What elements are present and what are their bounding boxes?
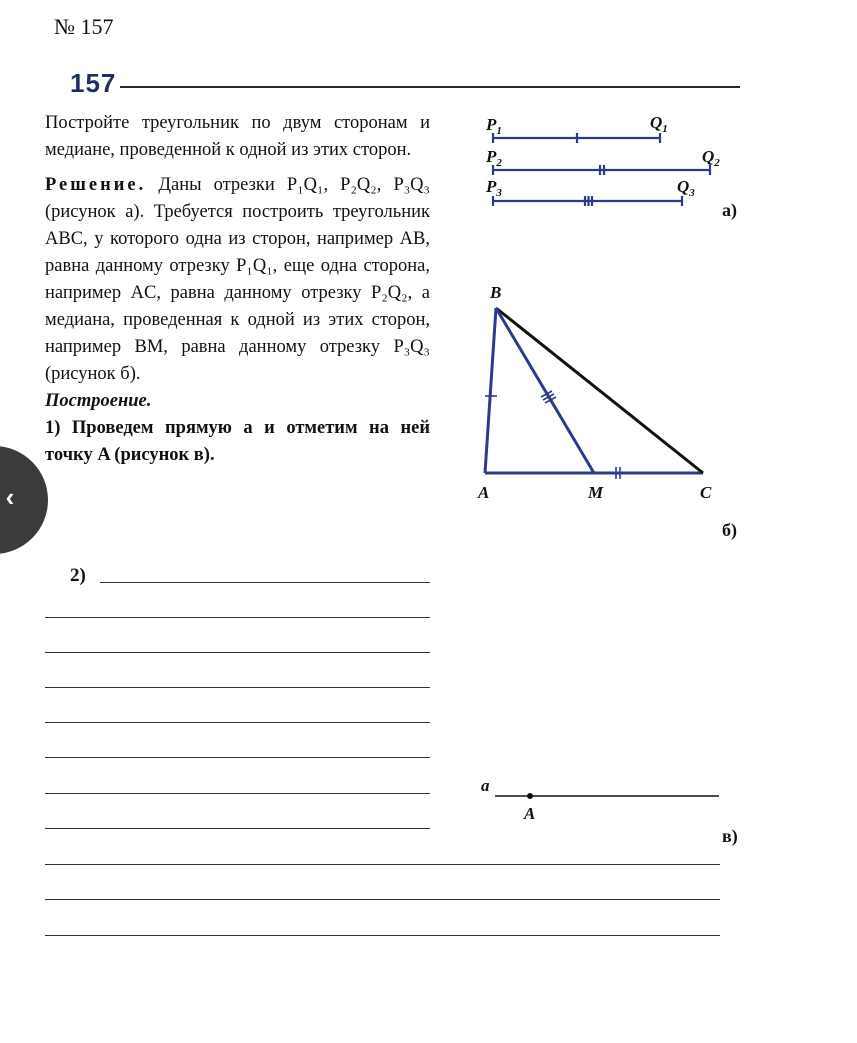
answer-line[interactable] bbox=[45, 757, 430, 758]
vertex-label-a: A bbox=[478, 483, 490, 502]
construction-label: Построение. bbox=[45, 391, 152, 411]
answer-line[interactable] bbox=[45, 652, 430, 653]
side-ab bbox=[485, 308, 496, 473]
figure-a-label: а) bbox=[722, 200, 737, 220]
chevron-left-icon: ‹ bbox=[5, 481, 15, 512]
solution-label: Решение. bbox=[45, 175, 147, 195]
construction-step-1: 1) Проведем прямую a и отметим на ней точку A (рисунок в). bbox=[45, 418, 430, 465]
problem-heading-rule bbox=[120, 86, 740, 88]
step-2-label: 2) bbox=[70, 565, 86, 586]
answer-line[interactable] bbox=[45, 617, 430, 618]
label-q2: $Q_2$ bbox=[702, 147, 720, 169]
label-q3: $Q_3$ bbox=[677, 177, 695, 199]
floating-side-button[interactable] bbox=[0, 446, 48, 554]
point-label-a: A bbox=[524, 804, 536, 823]
label-p1: $P_1$ bbox=[486, 115, 502, 137]
solution-text: Даны отрезки P₁Q₁, P₂Q₂, P₃Q₃ (рисунок а). Требуется построить треугольник ABC, у которого одна из сторон, например AB, равна данному отрезку P₁Q₁, еще одна сторона, например AC, равна данному отрезку P₂Q₂, а медиана, проведенная к одной из этих сторон, например BM, равна данному отрезку P₃Q₃ (рисунок б). bbox=[45, 175, 430, 384]
figure-b-triangle bbox=[470, 278, 730, 508]
vertex-label-c: C bbox=[700, 483, 712, 502]
answer-line[interactable] bbox=[45, 828, 430, 829]
vertex-label-b: B bbox=[490, 283, 502, 302]
answer-line[interactable] bbox=[45, 864, 720, 865]
answer-line[interactable] bbox=[45, 899, 720, 900]
problem-text-column bbox=[45, 110, 430, 469]
figure-b-label: б) bbox=[722, 520, 737, 540]
problem-number: 157 bbox=[70, 68, 117, 98]
header-reference: № 157 bbox=[54, 14, 114, 39]
answer-line[interactable] bbox=[45, 687, 430, 688]
answer-line[interactable] bbox=[45, 935, 720, 936]
label-p3: $P_3$ bbox=[486, 177, 502, 199]
figure-c-label: в) bbox=[722, 826, 738, 846]
median-bm bbox=[496, 308, 594, 473]
label-q1: $Q_1$ bbox=[650, 113, 668, 135]
line-label-a: a bbox=[481, 776, 490, 795]
side-bc bbox=[496, 308, 703, 473]
point-a-dot bbox=[527, 793, 533, 799]
answer-line[interactable] bbox=[100, 582, 430, 583]
answer-line[interactable] bbox=[45, 793, 430, 794]
problem-statement: Постройте треугольник по двум сторонам и медиане, проведенной к одной из этих сторон. bbox=[45, 113, 430, 160]
figure-a-segments bbox=[480, 108, 750, 223]
answer-line[interactable] bbox=[45, 722, 430, 723]
solution-paragraph bbox=[45, 172, 430, 388]
point-label-m: M bbox=[588, 483, 604, 502]
figure-c-line bbox=[475, 775, 725, 825]
label-p2: $P_2$ bbox=[486, 147, 502, 169]
